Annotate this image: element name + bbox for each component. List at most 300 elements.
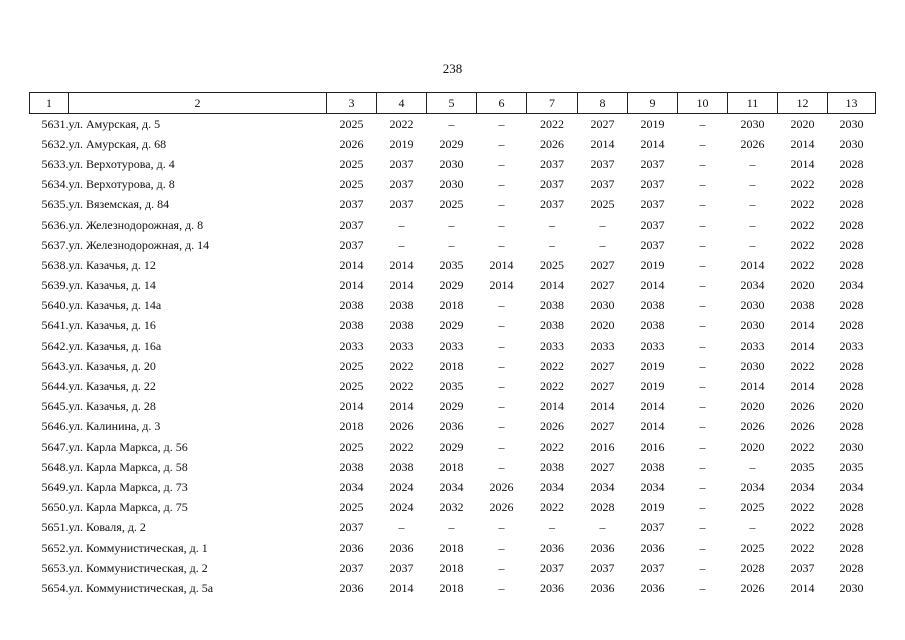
year-cell-col-9: 2037 <box>640 177 665 192</box>
address-cell: ул. Верхотурова, д. 4 <box>68 156 175 171</box>
year-cell-col-4: 2014 <box>389 399 414 414</box>
data-table <box>29 92 876 599</box>
address-cell: ул. Карла Маркса, д. 73 <box>68 479 188 494</box>
year-cell-col-8: 2025 <box>590 197 615 212</box>
year-cell-col-7: 2022 <box>540 500 564 515</box>
year-cell-col-13: 2034 <box>839 278 864 293</box>
table-row <box>30 376 876 396</box>
row-number: 5640. <box>41 298 69 313</box>
year-cell-col-12: 2022 <box>790 439 815 454</box>
year-cell-col-6: – <box>498 298 505 313</box>
year-cell-col-3: 2036 <box>339 580 364 595</box>
year-cell-col-6: – <box>498 540 505 555</box>
year-cell-col-9: 2037 <box>640 520 665 535</box>
table-row <box>30 578 876 598</box>
column-header-11: 11 <box>728 93 778 114</box>
year-cell-col-3: 2018 <box>339 419 364 434</box>
address-cell: ул. Карла Маркса, д. 75 <box>68 500 188 515</box>
year-cell-col-4: 2014 <box>389 257 414 272</box>
year-cell-col-3: 2014 <box>339 399 364 414</box>
year-cell-col-11: 2025 <box>740 500 765 515</box>
table-row <box>30 558 876 578</box>
year-cell-col-8: 2016 <box>590 439 615 454</box>
year-cell-col-11: 2020 <box>740 399 765 414</box>
year-cell-col-11: 2030 <box>740 116 765 131</box>
year-cell-col-7: 2014 <box>540 278 564 293</box>
address-cell: ул. Вяземская, д. 84 <box>68 197 170 212</box>
year-cell-col-9: 2034 <box>640 479 665 494</box>
year-cell-col-9: 2016 <box>640 439 665 454</box>
year-cell-col-4: – <box>398 217 405 232</box>
year-cell-col-6: – <box>498 520 505 535</box>
year-cell-col-7: 2037 <box>540 156 564 171</box>
year-cell-col-5: 2018 <box>439 358 464 373</box>
address-cell: ул. Казачья, д. 20 <box>68 358 156 373</box>
year-cell-col-8: 2033 <box>590 338 615 353</box>
row-number: 5632. <box>41 136 69 151</box>
year-cell-col-7: – <box>549 520 555 535</box>
year-cell-col-4: 2038 <box>389 318 414 333</box>
table-body <box>30 114 876 599</box>
row-number: 5636. <box>41 217 69 232</box>
year-cell-col-13: 2028 <box>839 298 864 313</box>
row-number: 5654. <box>41 580 69 595</box>
year-cell-col-5: – <box>448 237 455 252</box>
row-number: 5644. <box>41 379 69 394</box>
year-cell-col-5: 2033 <box>439 338 464 353</box>
year-cell-col-11: 2030 <box>740 358 765 373</box>
table-row <box>30 397 876 417</box>
table-row <box>30 195 876 215</box>
year-cell-col-7: 2033 <box>540 338 564 353</box>
address-cell: ул. Верхотурова, д. 8 <box>68 177 175 192</box>
year-cell-col-8: 2027 <box>590 419 615 434</box>
year-cell-col-13: 2030 <box>839 116 864 131</box>
year-cell-col-4: 2014 <box>389 278 414 293</box>
year-cell-col-3: 2037 <box>339 237 364 252</box>
year-cell-col-6: – <box>498 197 505 212</box>
year-cell-col-10: – <box>699 560 706 575</box>
year-cell-col-9: 2037 <box>640 237 665 252</box>
table-row <box>30 154 876 174</box>
year-cell-col-12: 2014 <box>790 318 815 333</box>
year-cell-col-12: 2022 <box>790 540 815 555</box>
year-cell-col-8: 2036 <box>590 580 615 595</box>
address-cell: ул. Казачья, д. 14а <box>68 298 162 313</box>
year-cell-col-13: 2028 <box>839 419 864 434</box>
year-cell-col-11: 2033 <box>740 338 765 353</box>
address-cell: ул. Казачья, д. 16 <box>68 318 156 333</box>
year-cell-col-6: 2014 <box>489 257 514 272</box>
year-cell-col-12: 2020 <box>790 116 815 131</box>
year-cell-col-5: 2035 <box>439 379 464 394</box>
year-cell-col-9: 2014 <box>640 399 665 414</box>
column-header-8: 8 <box>578 93 628 114</box>
year-cell-col-10: – <box>699 217 706 232</box>
year-cell-col-9: 2019 <box>640 116 665 131</box>
table-row <box>30 316 876 336</box>
year-cell-col-9: 2019 <box>640 358 665 373</box>
year-cell-col-3: 2025 <box>339 156 364 171</box>
year-cell-col-4: 2037 <box>389 197 414 212</box>
address-cell: ул. Казачья, д. 22 <box>68 379 156 394</box>
year-cell-col-9: 2037 <box>640 156 665 171</box>
column-header-7: 7 <box>527 93 578 114</box>
year-cell-col-4: 2014 <box>389 580 414 595</box>
year-cell-col-11: 2026 <box>740 419 765 434</box>
table-row <box>30 114 876 135</box>
year-cell-col-13: 2028 <box>839 379 864 394</box>
address-cell: ул. Амурская, д. 68 <box>68 136 167 151</box>
year-cell-col-13: 2030 <box>839 136 864 151</box>
year-cell-col-11: 2034 <box>740 479 765 494</box>
row-number: 5642. <box>41 338 69 353</box>
year-cell-col-3: 2038 <box>339 318 364 333</box>
year-cell-col-10: – <box>699 278 706 293</box>
year-cell-col-5: 2030 <box>439 156 464 171</box>
year-cell-col-7: 2026 <box>540 419 564 434</box>
year-cell-col-10: – <box>699 177 706 192</box>
year-cell-col-12: 2022 <box>790 177 815 192</box>
year-cell-col-7: 2037 <box>540 177 564 192</box>
year-cell-col-7: 2038 <box>540 459 564 474</box>
year-cell-col-11: 2030 <box>740 318 765 333</box>
row-number: 5653. <box>41 560 69 575</box>
row-number: 5639. <box>41 278 69 293</box>
year-cell-col-13: 2028 <box>839 520 864 535</box>
year-cell-col-5: 2025 <box>439 197 464 212</box>
year-cell-col-8: 2036 <box>590 540 615 555</box>
year-cell-col-4: 2037 <box>389 560 414 575</box>
year-cell-col-8: 2037 <box>590 156 615 171</box>
year-cell-col-4: 2022 <box>389 358 414 373</box>
year-cell-col-4: 2033 <box>389 338 414 353</box>
year-cell-col-4: – <box>398 520 405 535</box>
year-cell-col-9: 2019 <box>640 500 665 515</box>
year-cell-col-10: – <box>699 399 706 414</box>
year-cell-col-6: – <box>498 560 505 575</box>
year-cell-col-5: 2018 <box>439 560 464 575</box>
year-cell-col-6: – <box>498 459 505 474</box>
year-cell-col-10: – <box>699 136 706 151</box>
year-cell-col-11: 2028 <box>740 560 765 575</box>
year-cell-col-6: – <box>498 217 505 232</box>
year-cell-col-3: 2033 <box>339 338 364 353</box>
year-cell-col-13: 2028 <box>839 197 864 212</box>
year-cell-col-9: 2037 <box>640 217 665 232</box>
year-cell-col-3: 2014 <box>339 257 364 272</box>
year-cell-col-9: 2014 <box>640 278 665 293</box>
table-row <box>30 296 876 316</box>
table-row <box>30 518 876 538</box>
year-cell-col-10: – <box>699 419 706 434</box>
year-cell-col-8: 2027 <box>590 459 615 474</box>
year-cell-col-8: 2030 <box>590 298 615 313</box>
year-cell-col-6: – <box>498 156 505 171</box>
year-cell-col-8: 2027 <box>590 379 615 394</box>
year-cell-col-4: 2036 <box>389 540 414 555</box>
year-cell-col-12: 2035 <box>790 459 815 474</box>
column-header-3: 3 <box>327 93 377 114</box>
year-cell-col-13: 2020 <box>839 399 864 414</box>
year-cell-col-10: – <box>699 540 706 555</box>
year-cell-col-7: – <box>549 217 555 232</box>
year-cell-col-11: 2030 <box>740 298 765 313</box>
address-cell: ул. Казачья, д. 14 <box>68 278 156 293</box>
year-cell-col-13: 2028 <box>839 560 864 575</box>
year-cell-col-3: 2038 <box>339 298 364 313</box>
table-row <box>30 356 876 376</box>
year-cell-col-8: 2034 <box>590 479 615 494</box>
year-cell-col-6: – <box>498 439 505 454</box>
year-cell-col-4: 2022 <box>389 116 414 131</box>
year-cell-col-5: 2018 <box>439 580 464 595</box>
year-cell-col-5: 2029 <box>439 278 464 293</box>
row-number: 5634. <box>41 177 69 192</box>
year-cell-col-10: – <box>699 156 706 171</box>
year-cell-col-5: – <box>448 116 455 131</box>
year-cell-col-10: – <box>699 116 706 131</box>
address-cell: ул. Карла Маркса, д. 58 <box>68 459 188 474</box>
year-cell-col-6: 2026 <box>489 500 514 515</box>
year-cell-col-9: 2019 <box>640 257 665 272</box>
year-cell-col-3: 2036 <box>339 540 364 555</box>
year-cell-col-5: 2029 <box>439 439 464 454</box>
year-cell-col-13: 2033 <box>839 338 864 353</box>
year-cell-col-11: – <box>749 217 756 232</box>
year-cell-col-13: 2028 <box>839 217 864 232</box>
year-cell-col-13: 2028 <box>839 318 864 333</box>
year-cell-col-10: – <box>699 439 706 454</box>
year-cell-col-8: – <box>599 520 606 535</box>
year-cell-col-12: 2034 <box>790 479 815 494</box>
year-cell-col-4: 2022 <box>389 379 414 394</box>
year-cell-col-7: 2037 <box>540 197 564 212</box>
table-row <box>30 457 876 477</box>
year-cell-col-9: 2014 <box>640 136 665 151</box>
year-cell-col-4: 2037 <box>389 156 414 171</box>
year-cell-col-6: – <box>498 419 505 434</box>
year-cell-col-7: 2036 <box>540 540 564 555</box>
row-number: 5638. <box>41 257 69 272</box>
year-cell-col-10: – <box>699 338 706 353</box>
year-cell-col-12: 2026 <box>790 399 815 414</box>
year-cell-col-13: 2028 <box>839 156 864 171</box>
year-cell-col-5: 2036 <box>439 419 464 434</box>
year-cell-col-9: 2014 <box>640 419 665 434</box>
year-cell-col-12: 2038 <box>790 298 815 313</box>
year-cell-col-9: 2036 <box>640 580 665 595</box>
year-cell-col-5: – <box>448 520 455 535</box>
year-cell-col-13: 2028 <box>839 500 864 515</box>
year-cell-col-5: 2032 <box>439 500 464 515</box>
year-cell-col-3: 2037 <box>339 560 364 575</box>
year-cell-col-8: 2037 <box>590 177 615 192</box>
year-cell-col-8: 2014 <box>590 136 615 151</box>
year-cell-col-10: – <box>699 479 706 494</box>
year-cell-col-11: – <box>749 237 756 252</box>
column-header-10: 10 <box>678 93 728 114</box>
row-number: 5648. <box>41 459 69 474</box>
row-number: 5652. <box>41 540 69 555</box>
year-cell-col-10: – <box>699 257 706 272</box>
year-cell-col-6: 2014 <box>489 278 514 293</box>
year-cell-col-7: 2022 <box>540 439 564 454</box>
year-cell-col-5: 2035 <box>439 257 464 272</box>
row-number: 5633. <box>41 156 69 171</box>
address-cell: ул. Карла Маркса, д. 56 <box>68 439 188 454</box>
year-cell-col-3: 2025 <box>339 439 364 454</box>
year-cell-col-7: 2022 <box>540 358 564 373</box>
year-cell-col-3: 2038 <box>339 459 364 474</box>
year-cell-col-9: 2037 <box>640 560 665 575</box>
year-cell-col-11: 2026 <box>740 580 765 595</box>
year-cell-col-8: 2028 <box>590 500 615 515</box>
address-cell: ул. Казачья, д. 12 <box>68 257 156 272</box>
year-cell-col-13: 2028 <box>839 177 864 192</box>
year-cell-col-12: 2022 <box>790 257 815 272</box>
year-cell-col-3: 2037 <box>339 197 364 212</box>
year-cell-col-8: 2027 <box>590 358 615 373</box>
table-row <box>30 538 876 558</box>
year-cell-col-3: 2034 <box>339 479 364 494</box>
year-cell-col-10: – <box>699 500 706 515</box>
year-cell-col-7: 2038 <box>540 298 564 313</box>
address-cell: ул. Коммунистическая, д. 5а <box>68 580 214 595</box>
year-cell-col-6: – <box>498 379 505 394</box>
year-cell-col-5: 2029 <box>439 399 464 414</box>
table-row <box>30 235 876 255</box>
year-cell-col-11: 2020 <box>740 439 765 454</box>
year-cell-col-8: 2020 <box>590 318 615 333</box>
address-cell: ул. Казачья, д. 16а <box>68 338 162 353</box>
year-cell-col-5: 2034 <box>439 479 464 494</box>
year-cell-col-12: 2014 <box>790 338 815 353</box>
year-cell-col-9: 2037 <box>640 197 665 212</box>
year-cell-col-4: 2022 <box>389 439 414 454</box>
year-cell-col-6: – <box>498 358 505 373</box>
year-cell-col-7: – <box>549 237 555 252</box>
year-cell-col-5: 2018 <box>439 540 464 555</box>
year-cell-col-3: 2025 <box>339 500 364 515</box>
year-cell-col-12: 2022 <box>790 358 815 373</box>
year-cell-col-9: 2019 <box>640 379 665 394</box>
year-cell-col-7: 2022 <box>540 379 564 394</box>
row-number: 5643. <box>41 358 69 373</box>
year-cell-col-4: 2038 <box>389 459 414 474</box>
year-cell-col-6: – <box>498 237 505 252</box>
year-cell-col-9: 2038 <box>640 459 665 474</box>
year-cell-col-8: 2027 <box>590 278 615 293</box>
year-cell-col-11: 2025 <box>740 540 765 555</box>
year-cell-col-8: 2027 <box>590 116 615 131</box>
year-cell-col-12: 2020 <box>790 278 815 293</box>
year-cell-col-12: 2014 <box>790 379 815 394</box>
year-cell-col-9: 2033 <box>640 338 665 353</box>
year-cell-col-6: – <box>498 136 505 151</box>
year-cell-col-5: 2018 <box>439 298 464 313</box>
year-cell-col-12: 2014 <box>790 156 815 171</box>
year-cell-col-10: – <box>699 520 706 535</box>
year-cell-col-12: 2014 <box>790 136 815 151</box>
year-cell-col-7: 2038 <box>540 318 564 333</box>
year-cell-col-10: – <box>699 459 706 474</box>
year-cell-col-3: 2026 <box>339 136 364 151</box>
year-cell-col-7: 2034 <box>540 479 564 494</box>
year-cell-col-9: 2036 <box>640 540 665 555</box>
year-cell-col-6: – <box>498 318 505 333</box>
table-row <box>30 498 876 518</box>
year-cell-col-13: 2035 <box>839 459 864 474</box>
year-cell-col-9: 2038 <box>640 298 665 313</box>
year-cell-col-13: 2028 <box>839 257 864 272</box>
row-number: 5635. <box>41 197 69 212</box>
year-cell-col-10: – <box>699 197 706 212</box>
year-cell-col-8: – <box>599 237 606 252</box>
year-cell-col-3: 2014 <box>339 278 364 293</box>
year-cell-col-8: 2027 <box>590 257 615 272</box>
year-cell-col-5: – <box>448 217 455 232</box>
row-number: 5631. <box>41 116 69 131</box>
column-header-2: 2 <box>69 93 327 114</box>
year-cell-col-7: 2036 <box>540 580 564 595</box>
row-number: 5647. <box>41 439 69 454</box>
row-number: 5651. <box>41 520 69 535</box>
address-cell: ул. Железнодорожная, д. 14 <box>68 237 210 252</box>
year-cell-col-10: – <box>699 580 706 595</box>
address-cell: ул. Железнодорожная, д. 8 <box>68 217 204 232</box>
year-cell-col-3: 2025 <box>339 379 364 394</box>
page-number: 238 <box>442 61 463 76</box>
year-cell-col-8: 2037 <box>590 560 615 575</box>
year-cell-col-7: 2026 <box>540 136 564 151</box>
year-cell-col-12: 2022 <box>790 520 815 535</box>
year-cell-col-11: 2034 <box>740 278 765 293</box>
address-cell: ул. Амурская, д. 5 <box>68 116 161 131</box>
year-cell-col-12: 2022 <box>790 237 815 252</box>
year-cell-col-7: 2022 <box>540 116 564 131</box>
year-cell-col-13: 2028 <box>839 540 864 555</box>
year-cell-col-3: 2025 <box>339 177 364 192</box>
year-cell-col-11: 2014 <box>740 257 765 272</box>
year-cell-col-5: 2029 <box>439 318 464 333</box>
row-number: 5637. <box>41 237 69 252</box>
column-header-4: 4 <box>377 93 427 114</box>
address-cell: ул. Коваля, д. 2 <box>68 520 146 535</box>
year-cell-col-11: 2014 <box>740 379 765 394</box>
year-cell-col-13: 2034 <box>839 479 864 494</box>
year-cell-col-4: 2019 <box>389 136 414 151</box>
year-cell-col-6: – <box>498 116 505 131</box>
year-cell-col-4: 2024 <box>389 479 414 494</box>
year-cell-col-5: 2018 <box>439 459 464 474</box>
column-header-5: 5 <box>427 93 477 114</box>
table-row <box>30 134 876 154</box>
year-cell-col-4: – <box>398 237 405 252</box>
year-cell-col-10: – <box>699 318 706 333</box>
year-cell-col-13: 2030 <box>839 439 864 454</box>
year-cell-col-8: – <box>599 217 606 232</box>
row-number: 5650. <box>41 500 69 515</box>
year-cell-col-11: – <box>749 459 756 474</box>
row-number: 5641. <box>41 318 69 333</box>
column-header-9: 9 <box>628 93 678 114</box>
year-cell-col-4: 2038 <box>389 298 414 313</box>
table-row <box>30 437 876 457</box>
year-cell-col-10: – <box>699 298 706 313</box>
year-cell-col-12: 2014 <box>790 580 815 595</box>
year-cell-col-4: 2037 <box>389 177 414 192</box>
